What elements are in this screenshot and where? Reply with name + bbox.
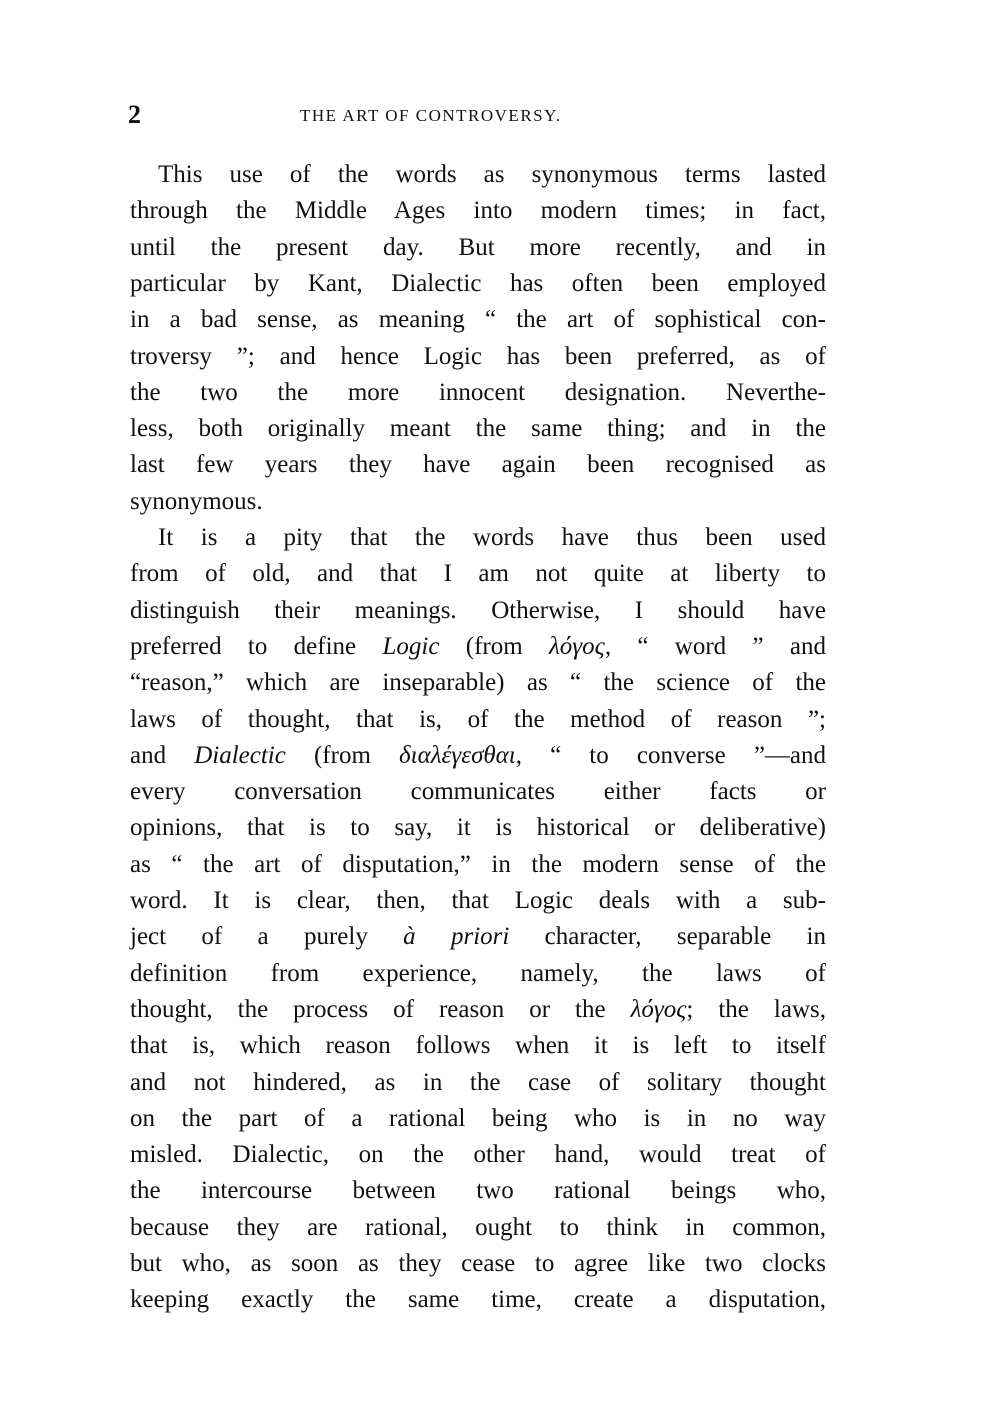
text-line <box>130 556 826 592</box>
text-segment: until the present day. But more recently, and in <box>130 233 826 261</box>
text-line <box>130 883 826 919</box>
text-segment: through the Middle Ages into modern times; in fact, <box>130 197 826 225</box>
text-line <box>130 411 826 447</box>
text-segment: every conversation communicates either facts or <box>130 778 826 806</box>
text-segment: on the part of a rational being who is in no way <box>130 1104 826 1132</box>
text-line <box>130 266 826 302</box>
text-segment: the intercourse between two rational beings who, <box>130 1177 826 1205</box>
text-segment: but who, as soon as they cease to agree like two clocks <box>130 1250 826 1277</box>
text-segment: particular by Kant, Dialectic has often been employed <box>130 269 826 297</box>
text-segment: because they are rational, ought to think in common, <box>130 1213 826 1241</box>
text-segment: and not hindered, as in the case of solitary thought <box>130 1068 826 1096</box>
text-segment: in a bad sense, as meaning “ the art of sophistical con- <box>130 306 826 334</box>
text-line <box>130 447 826 483</box>
text-segment: that is, which reason follows when it is left to itself <box>130 1032 826 1060</box>
text-line <box>130 1101 826 1137</box>
text-segment: the two the more innocent designation. Neverthe- <box>130 378 826 406</box>
text-segment: (from <box>439 632 549 660</box>
text-segment: troversy ”; and hence Logic has been preferred, as of <box>130 342 826 370</box>
italic-text: λόγος <box>630 995 687 1023</box>
text-line <box>130 193 826 229</box>
text-line <box>130 339 826 375</box>
text-segment: from of old, and that I am not quite at liberty to <box>130 560 826 588</box>
text-line <box>130 1246 826 1282</box>
italic-text: à priori <box>403 923 510 951</box>
text-segment: thought, the process of reason or the <box>130 995 631 1023</box>
italic-text: Dialectic <box>194 741 286 769</box>
text-segment: This use of the words as synonymous terms lasted <box>158 161 826 188</box>
text-line <box>130 702 826 738</box>
text-line <box>130 629 826 665</box>
text-segment: It is a pity that the words have thus been used <box>158 524 826 551</box>
text-line <box>130 1282 826 1318</box>
text-segment: preferred to define <box>130 632 383 660</box>
text-segment: laws of thought, that is, of the method of reason ”; <box>130 705 826 733</box>
text-line <box>130 738 826 774</box>
text-segment: , “ word ” and <box>604 632 827 660</box>
text-line <box>130 992 826 1028</box>
text-segment: keeping exactly the same time, create a disputation, <box>130 1286 826 1314</box>
text-segment: “reason,” which are inseparable) as “ the science of the <box>130 669 826 697</box>
text-segment: word. It is clear, then, that Logic deals with a sub- <box>130 887 826 914</box>
text-line <box>130 1065 826 1101</box>
text-line <box>130 1137 826 1173</box>
italic-text: λόγος <box>548 632 605 660</box>
text-segment: ; the laws, <box>686 995 826 1023</box>
text-line <box>130 1028 826 1064</box>
text-line <box>130 593 826 629</box>
text-line <box>130 956 826 992</box>
text-segment: opinions, that is to say, it is historical or deliberative) <box>130 814 826 842</box>
text-line <box>130 484 826 520</box>
text-segment: , “ to converse ”—and <box>515 741 827 769</box>
text-segment: misled. Dialectic, on the other hand, would treat of <box>130 1141 826 1169</box>
text-segment: (from <box>285 741 399 769</box>
running-title: THE ART OF CONTROVERSY. <box>300 106 562 125</box>
text-line <box>130 375 826 411</box>
text-line <box>130 230 826 266</box>
text-line <box>130 302 826 338</box>
text-line <box>130 810 826 846</box>
text-line <box>130 665 826 701</box>
italic-text: διαλέγεσθαι <box>399 741 516 769</box>
text-segment: distinguish their meanings. Otherwise, I should have <box>130 596 826 624</box>
text-line <box>130 919 826 955</box>
text-segment: ject of a purely <box>130 923 404 951</box>
text-segment: definition from experience, namely, the laws of <box>130 959 826 987</box>
text-line <box>130 847 826 883</box>
text-segment: synonymous. <box>130 487 263 515</box>
text-segment: last few years they have again been recognised as <box>130 451 826 479</box>
text-line <box>130 1173 826 1209</box>
text-segment: less, both originally meant the same thing; and in the <box>130 415 826 443</box>
text-line <box>130 1210 826 1246</box>
page-number: 2 <box>128 100 141 129</box>
text-line <box>130 774 826 810</box>
text-segment: character, separable in <box>509 923 826 951</box>
text-line <box>158 520 826 556</box>
italic-text: Logic <box>382 632 440 660</box>
text-line <box>158 157 826 193</box>
text-segment: and <box>130 741 195 769</box>
text-segment: as “ the art of disputation,” in the modern sense of the <box>130 850 826 878</box>
